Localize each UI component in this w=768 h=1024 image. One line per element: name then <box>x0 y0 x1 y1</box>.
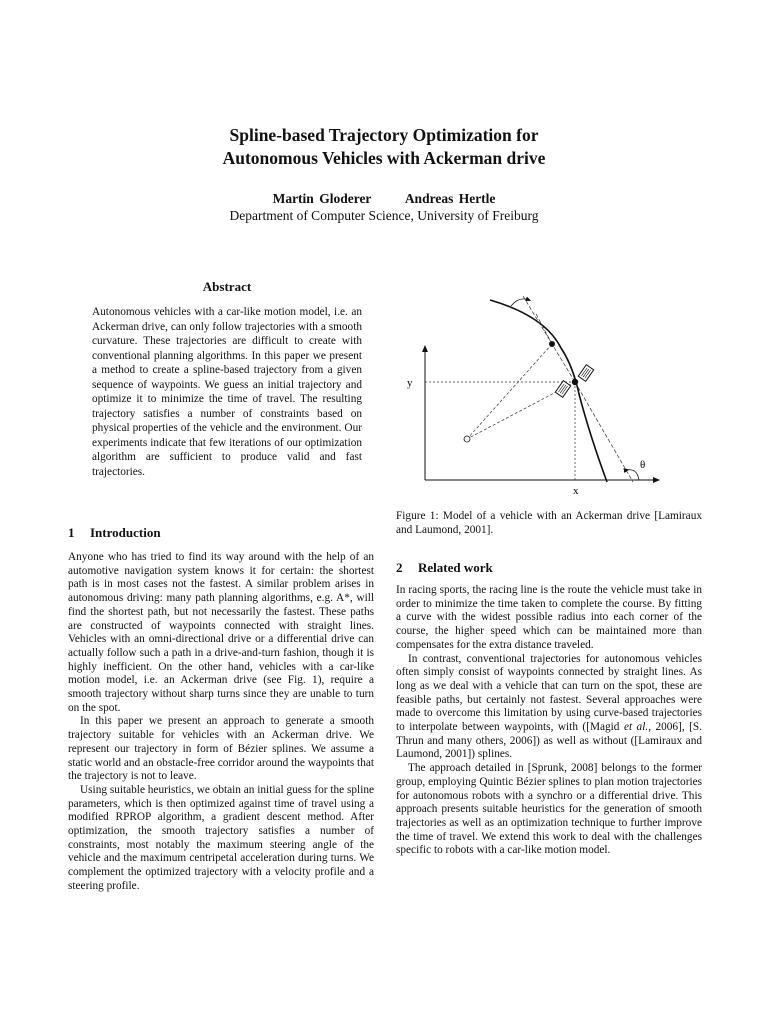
related-heading <box>396 560 493 576</box>
title-line-1: Spline-based Trajectory Optimization for <box>229 125 539 145</box>
author-gloderer: Martin Gloderer <box>272 191 372 206</box>
heading-line <box>575 382 633 482</box>
theta-arc <box>627 470 639 480</box>
intro-body <box>68 551 374 894</box>
et-al: et al. <box>623 721 649 734</box>
front-axle-point <box>549 341 555 347</box>
author-hertle: Andreas Hertle <box>404 191 496 206</box>
author-list <box>0 190 768 207</box>
trajectory-curve <box>490 300 607 482</box>
heading-line-upper <box>523 296 575 382</box>
affiliation: Department of Computer Science, University of Freiburg <box>229 208 539 223</box>
rotation-center <box>464 436 470 442</box>
rear-axle-point <box>572 379 578 385</box>
related-paragraph-1: In racing sports, the racing line is the route the vehicle must take in order to minimize the time taken to complete the course. By fitting a curve with the widest possible radius into each corner of the course, the higher speed which can be maintained more than compensates for the extra distance traveled. <box>396 584 702 651</box>
title-line-2: Autonomous Vehicles with Ackerman drive <box>222 148 546 168</box>
intro-paragraph-2: In this paper we present an approach to generate a smooth trajectory suitable for vehicles with an Ackerman drive. We represent our trajectory in form of Bézier splines. We assume a static world and an obstacle-free corridor around the waypoints that the trajectory is not to leave. <box>68 715 374 783</box>
related-title: Related work <box>418 560 493 575</box>
y-axis-label: y <box>407 377 413 389</box>
radius-line-front <box>467 344 552 439</box>
related-body <box>396 584 702 858</box>
intro-title: Introduction <box>90 525 161 540</box>
related-paragraph-2-part-a: In contrast, conventional trajectories for autonomous vehicles often simply consist of waypoints connected by straight lines. As long as we deal with a vehicle that can turn on the spot, these are feasible paths, but certainly not fastest. Several approaches were made to overcome this limitation by using curve-based trajectories to interpolate between waypoints, with ([Magid <box>396 652 702 734</box>
related-number: 2 <box>396 560 403 575</box>
steering-angle-arc <box>511 299 529 306</box>
intro-paragraph-3: Using suitable heuristics, we obtain an initial guess for the spline parameters, which is then optimized against time of travel using a modified RPROP algorithm, a gradient descent method. After optimization, the smooth trajectory satisfies a number of constraints, most notably the maximum steering angle of the vehicle and the maximum centripetal acceleration during turns. We complement the optimized trajectory with a velocity profile and a steering profile. <box>68 783 374 892</box>
theta-label: θ <box>640 459 646 471</box>
abstract-text: Autonomous vehicles with a car-like motion model, i.e. an Ackerman drive, can only follow trajectories with a smooth curvature. These trajectories are difficult to create with conventional planning algorithms. In this paper we present a method to create a spline-based trajectory from a given sequence of waypoints. We guess an initial trajectory and optimize it to minimize the time of travel. The resulting trajectory satisfies a number of constraints based on physical properties of the vehicle and the environment. Our experiments indicate that few iterations of our optimization algorithm are sufficient to produce valid and fast trajectories. <box>92 306 362 478</box>
front-wheel <box>578 365 593 382</box>
intro-paragraph-1: Anyone who has tried to find its way around with the help of an automotive navigation system knows it for certain: the shortest path is in most cases not the fastest. A similar problem arises in autonomous driving: many path planning algorithms, e.g. A*, will find the shortest path, but not necessarily the fastest. These paths are constructed of waypoints connected with straight lines. Vehicles with an omni-directional drive or a differential drive can actually follow such a path in a drive-and-turn fashion, though it is highly inefficient. On the other hand, vehicles with a car-like motion model, i.e. an Ackerman drive (see Fig. 1), require a smooth trajectory without sharp turns since they are unable to turn on the spot. <box>68 551 374 714</box>
rear-wheel <box>555 381 570 398</box>
related-paragraph-3: The approach detailed in [Sprunk, 2008] belongs to the former group, employing Quintic Bézier splines to plan motion trajectories for autonomous robots with a synchro or a differential drive. This approach presents suitable heuristics for the generation of smooth trajectories as well as an optimization technique to further improve the time of travel. We extend this work to deal with the challenges specific to robots with a car-like motion model. <box>396 762 702 857</box>
related-paragraph-2 <box>396 653 702 763</box>
intro-heading <box>68 525 161 541</box>
related-paragraph-2-part-b: , 2006], [S. Thrun and many others, 2006]) as well as without ([Lamiraux and Laumond, 2001]) splines. <box>396 721 703 761</box>
figure-caption: Figure 1: Model of a vehicle with an Ackerman drive [Lamiraux and Laumond, 2001]. <box>396 510 702 536</box>
ackerman-model-figure <box>395 286 675 496</box>
intro-number: 1 <box>68 525 75 540</box>
paper-title <box>0 124 768 170</box>
abstract-heading: Abstract <box>202 279 252 294</box>
x-axis-label: x <box>573 485 579 496</box>
